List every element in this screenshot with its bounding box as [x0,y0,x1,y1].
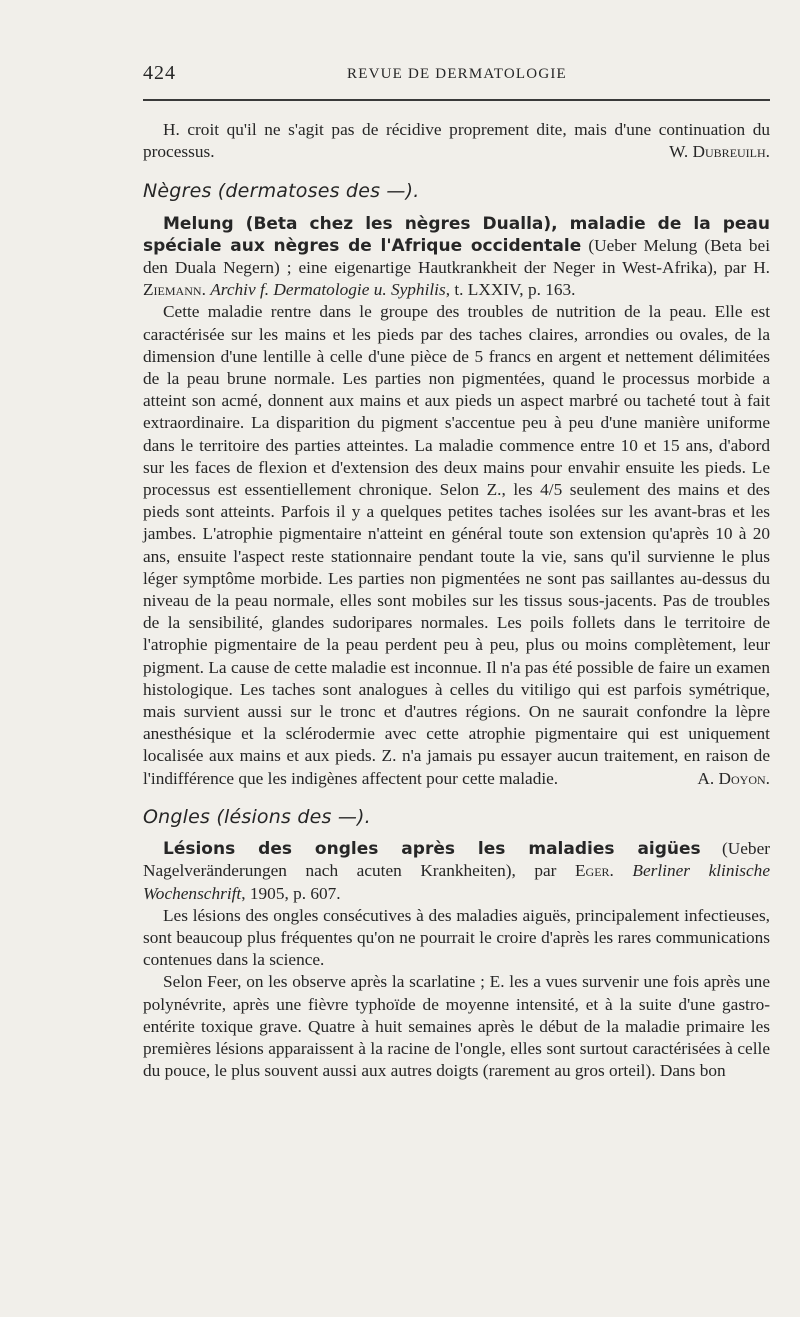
citation-dot: . [201,280,211,300]
citation-end: , 1905, p. 607. [241,883,341,903]
article-title-ongles: Lésions des ongles après les maladies aigües [163,839,701,860]
opening-signature: W. Dubreuilh. [669,142,770,162]
article-title-melung: Melung (Beta chez les nègres Dualla), maladie de la peau spéciale aux nègres de l'Afrique occidentale [143,213,770,256]
page-content [143,119,770,1082]
article-paragraph-1: Les lésions des ongles consécutives à des maladies aiguës, principalement infectieuses, sont beaucoup plus fréquentes qu'on ne pourrait le croire d'après les rares communications contenues dans la science. [143,905,770,970]
citation-author: Ziemann [143,280,202,300]
citation-text: (Ueber Nagelveränderungen nach acuten Krankheiten), par [143,839,770,881]
section-heading-ongles: Ongles (lésions des —). [143,805,371,828]
opening-text: H. croit qu'il ne s'agit pas de récidive proprement dite, mais d'une continuation du processus. [143,120,770,162]
section-heading-negres: Nègres (dermatoses des —). [143,180,420,203]
opening-paragraph [143,119,770,163]
citation-journal: Berliner klinische Wochenschrift [143,861,770,903]
article-citation-melung [143,213,770,302]
article-signature-doyon: A. Doyon. [697,768,770,788]
article-body-melung [143,301,770,789]
page-number: 424 [143,62,176,84]
citation-author: Eger [574,861,610,881]
header-rule [143,99,770,101]
citation-text: (Ueber Melung (Beta bei den Duala Negern) ; eine eigenartige Hautkrankheit der Neger in West-Afrika), par H. [143,235,771,278]
article-body-text: Cette maladie rentre dans le groupe des troubles de nutrition de la peau. Elle est caractérisée sur les mains et les pieds par des taches claires, arrondies ou ovales, de la dimension d'une lentille à celle d'une pièce de 5 francs en argent et nettement délimitées de la peau brune normale. Les parties non pigmentées, quand le processus morbide a atteint son acmé, donnent aux mains et aux pieds un aspect marbré ou tacheté tout à fait extraordinaire. La disparition du pigment s'accentue peu à peu d'une manière uniforme dans le territoire des parties atteintes. La maladie commence entre 10 et 15 ans, d'abord sur les faces de flexion et d'extension des deux mains pour envahir ensuite les pieds. Le processus est essentiellement chronique. Selon Z., les 4/5 seulement des mains et des pieds sont atteints. Parfois il y a quelques petites taches isolées sur les avant-bras et les jambes. L'atrophie pigmentaire n'atteint en général toute son extension qu'après 10 à 20 ans, ensuite l'aspect reste stationnaire pendant toute la vie, sans qu'il survienne le plus léger symptôme morbide. Les parties non pigmentées ne sont pas saillantes au-dessus du niveau de la peau normale, elles sont mobiles sur les tissus sous-jacents. Pas de troubles de la sensibilité, glandes sudoripares normales. Les poils follets dans le territoire de l'atrophie pigmentaire de la peau perdent peu à peu, plus ou moins complètement, leur pigment. La cause de cette maladie est inconnue. Il n'a pas été possible de faire un examen histologique. Les taches sont analogues à celles du vitiligo qui est parfois symétrique, mais survient aussi sur le tronc et d'autres régions. On ne saurait confondre la lèpre anesthésique et la sclérodermie avec cette atrophie pigmentaire qui est uniquement localisée aux mains et aux pieds. Z. n'a jamais pu essayer aucun traitement, en raison de l'indifférence que les indigènes affectent pour cette maladie. [143,302,770,788]
article-citation-ongles [143,838,770,905]
article-paragraph-2: Selon Feer, on les observe après la scarlatine ; E. les a vues survenir une fois après une polynévrite, après une fièvre typhoïde de moyenne intensité, et à la suite d'une gastro-entérite toxique grave. Quatre à huit semaines après le début de la maladie primaire les premières lésions apparaissent à la racine de l'ongle, elles sont surtout caractérisées à celle du pouce, le plus souvent aussi aux autres doigts (rarement au gros orteil). Dans bon [143,972,770,1081]
citation-end: , t. LXXIV, p. 163. [445,280,576,300]
page-header [143,62,770,90]
citation-dot: . [609,861,633,881]
citation-journal: Archiv f. Dermatologie u. Syphilis [210,280,446,300]
running-title: REVUE DE DERMATOLOGIE [347,66,567,82]
